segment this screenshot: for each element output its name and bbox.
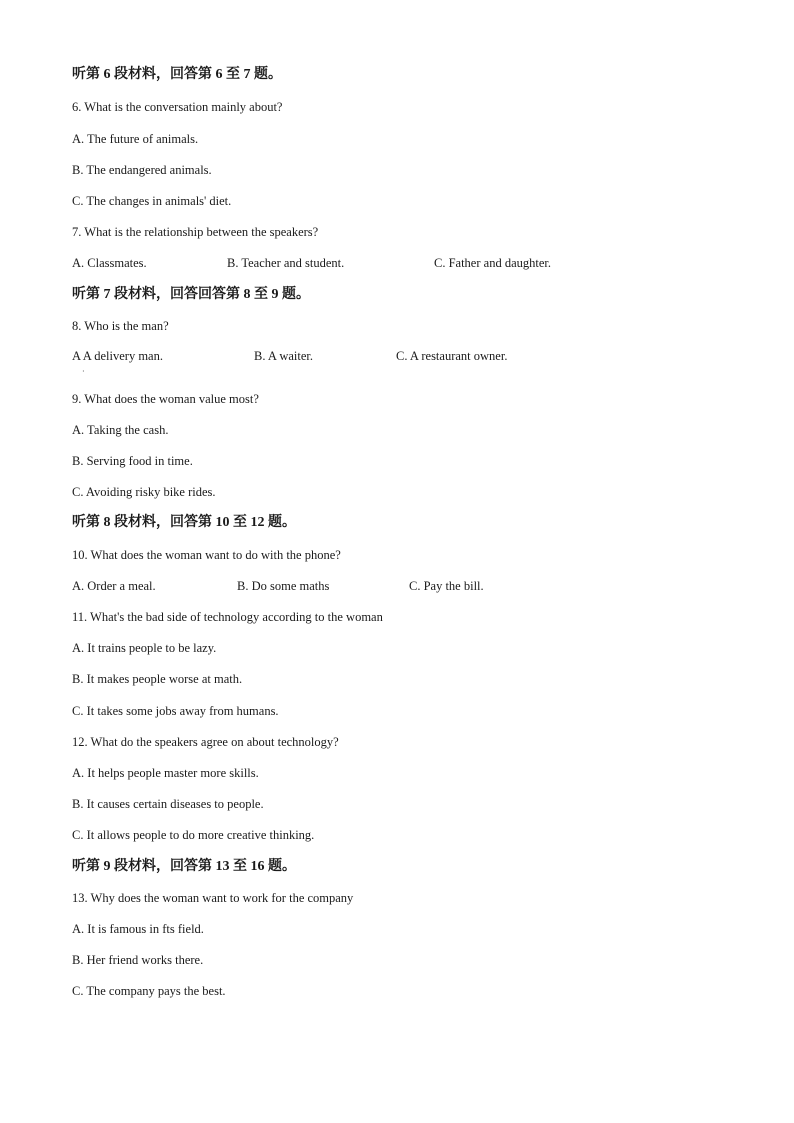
answer-option: C. Avoiding risky bike rides. bbox=[72, 485, 216, 499]
answer-option: C. A restaurant owner. bbox=[396, 349, 508, 363]
answer-option: C. Pay the bill. bbox=[409, 579, 484, 593]
answer-option: C. It takes some jobs away from humans. bbox=[72, 704, 279, 718]
section-header: 听第 8 段材料，回答第 10 至 12 题。 bbox=[72, 515, 296, 530]
answer-option: B. Teacher and student. bbox=[227, 256, 345, 270]
answer-option: A. It helps people master more skills. bbox=[72, 766, 259, 780]
answer-option: A. The future of animals. bbox=[72, 132, 199, 146]
answer-option: B. It makes people worse at math. bbox=[72, 672, 243, 686]
answer-option: B. Serving food in time. bbox=[72, 454, 193, 468]
section-header: 听第 6 段材料，回答第 6 至 7 题。 bbox=[72, 67, 282, 82]
question-stem: 12. What do the speakers agree on about technology? bbox=[72, 735, 339, 749]
question-stem: 9. What does the woman value most? bbox=[72, 392, 259, 406]
question-stem: 13. Why does the woman want to work for the company bbox=[72, 891, 354, 905]
answer-option: A. It trains people to be lazy. bbox=[72, 641, 217, 655]
question-stem: 8. Who is the man? bbox=[72, 319, 169, 333]
answer-option: C. The changes in animals' diet. bbox=[72, 194, 232, 208]
question-stem: 7. What is the relationship between the speakers? bbox=[72, 225, 319, 239]
answer-option: B. The endangered animals. bbox=[72, 163, 212, 177]
stray-mark: · bbox=[82, 367, 85, 376]
answer-option: A. Taking the cash. bbox=[72, 423, 169, 437]
answer-option: C. Father and daughter. bbox=[434, 256, 551, 270]
answer-option: B. Do some maths bbox=[237, 579, 330, 593]
section-header: 听第 7 段材料，回答回答第 8 至 9 题。 bbox=[72, 287, 310, 302]
answer-option: B. It causes certain diseases to people. bbox=[72, 797, 264, 811]
question-stem: 11. What's the bad side of technology according to the woman bbox=[72, 610, 383, 624]
answer-option: B. A waiter. bbox=[254, 349, 314, 363]
answer-option: A. Order a meal. bbox=[72, 579, 156, 593]
answer-option: C. It allows people to do more creative thinking. bbox=[72, 828, 315, 842]
answer-option: A A delivery man. bbox=[72, 349, 163, 363]
question-stem: 6. What is the conversation mainly about? bbox=[72, 100, 283, 114]
question-stem: 10. What does the woman want to do with the phone? bbox=[72, 548, 341, 562]
answer-option: B. Her friend works there. bbox=[72, 953, 204, 967]
answer-option: A. Classmates. bbox=[72, 256, 147, 270]
answer-option: A. It is famous in fts field. bbox=[72, 922, 204, 936]
answer-option: C. The company pays the best. bbox=[72, 984, 226, 998]
section-header: 听第 9 段材料，回答第 13 至 16 题。 bbox=[72, 859, 296, 874]
